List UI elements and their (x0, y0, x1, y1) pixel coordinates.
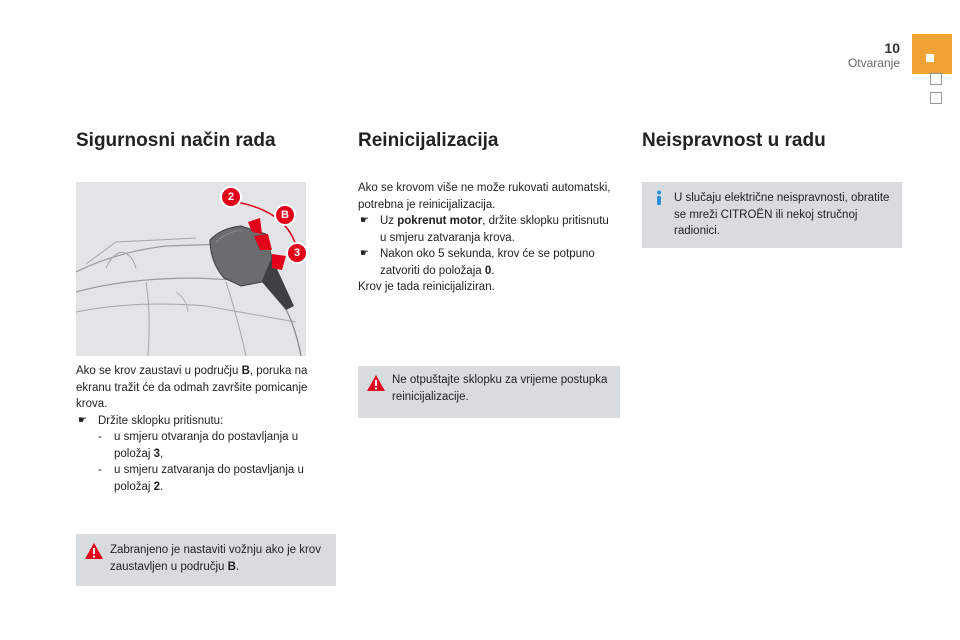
info-text: U slučaju električne neispravnosti, obratite se mreži CITROËN ili nekoj stručnoj radionici. (674, 192, 890, 237)
reinit-intro: Ako se krovom više ne može rukovati automatski, potrebna je reinicijalizacija. (358, 182, 611, 211)
safety-mode-text (76, 363, 328, 495)
info-note (642, 182, 902, 248)
bullet-arrow-icon: ☛ (78, 414, 87, 426)
heading-reinitialization: Reinicijalizacija (358, 130, 499, 151)
chapter-marker-box (930, 92, 942, 104)
info-icon (652, 190, 666, 206)
callout-badge-2: 2 (220, 186, 242, 208)
bullet-item: ☛ Nakon oko 5 sekunda, krov će se potpuno zatvoriti do položaja 0. (360, 248, 595, 277)
reinit-closing: Krov je tada reinicijaliziran. (358, 281, 495, 293)
warning-icon (84, 542, 104, 560)
chapter-tab-mark (926, 54, 934, 62)
sub-item: - u smjeru zatvaranja do postavljanja u položaj 2. (98, 464, 304, 493)
bullet-item: ☛ Uz pokrenut motor, držite sklopku pritisnutu u smjeru zatvaranja krova. (360, 215, 609, 244)
heading-safety-mode: Sigurnosni način rada (76, 130, 276, 151)
bullet-arrow-icon: ☛ (360, 248, 369, 259)
warning-text: Ne otpuštajte sklopku za vrijeme postupka reinicijalizacije. (392, 374, 608, 403)
chapter-marker-box (930, 73, 942, 85)
callout-badge-3: 3 (286, 242, 306, 264)
warning-note (76, 534, 336, 586)
heading-malfunction: Neispravnost u radu (642, 130, 826, 151)
bullet-item: ☛ Držite sklopku pritisnutu: (76, 413, 328, 430)
safety-mode-paragraph: Ako se krov zaustavi u području B, poruka na ekranu tražit će da odmah završite pomicanje krova. (76, 365, 308, 410)
warning-icon (366, 374, 386, 392)
roof-illustration (76, 182, 306, 356)
roof-illustration-drawing (76, 182, 306, 356)
warning-text: Zabranjeno je nastaviti vožnju ako je krov zaustavljen u području B. (110, 544, 321, 573)
page-number: 10 (884, 40, 900, 56)
sub-item: - u smjeru otvaranja do postavljanja u položaj 3, (98, 431, 299, 460)
section-title: Otvaranje (847, 56, 900, 70)
callout-badge-B: B (274, 204, 296, 226)
warning-note (358, 366, 620, 418)
reinitialization-text (358, 180, 616, 296)
bullet-arrow-icon: ☛ (360, 215, 369, 226)
